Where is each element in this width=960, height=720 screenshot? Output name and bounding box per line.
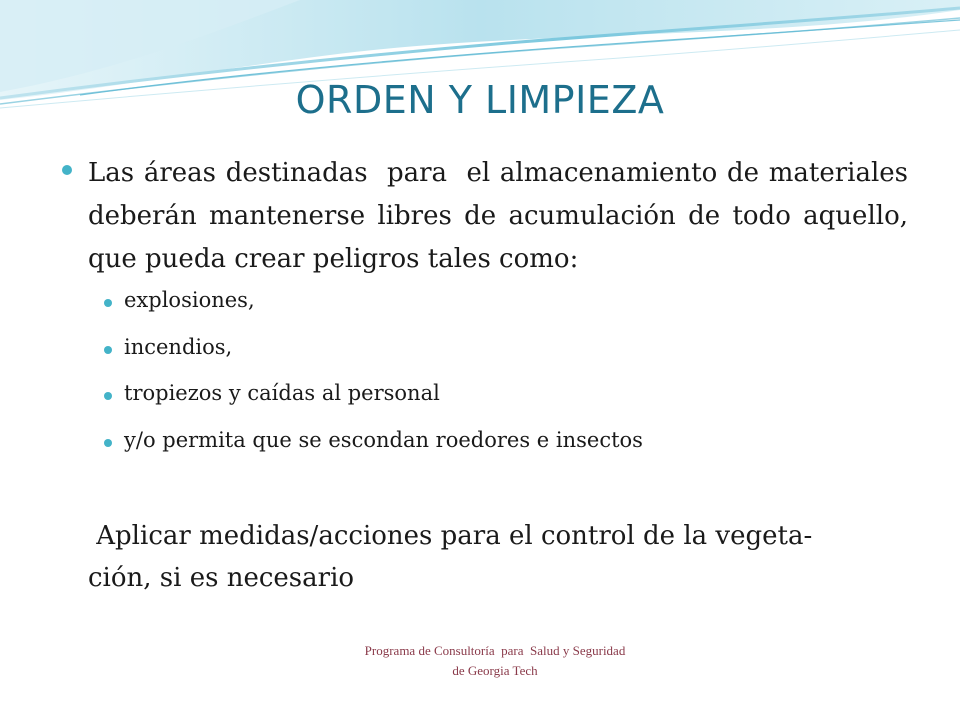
sub-bullet-item: tropiezos y caídas al personal xyxy=(124,381,440,405)
slide-title: ORDEN Y LIMPIEZA xyxy=(295,78,665,122)
closing-text: Aplicar medidas/acciones para el control de la vegeta- ción, si es necesario xyxy=(88,521,813,593)
sub-bullet-item: y/o permita que se escondan roedores e insectos xyxy=(124,428,643,452)
sub-bullet-dot-icon xyxy=(104,299,112,307)
sub-bullet-item: incendios, xyxy=(124,335,233,359)
bullet-dot-icon xyxy=(62,165,72,175)
sub-bullet-dot-icon xyxy=(104,439,112,447)
sub-bullet-item: explosiones, xyxy=(124,288,255,312)
main-bullet-text: Las áreas destinadas para el almacenamiento de materiales deberán mantenerse libres de acumulación de todo aquello, que pueda crear peligros tales como: xyxy=(88,158,917,274)
sub-bullet-dot-icon xyxy=(104,392,112,400)
sub-bullet-dot-icon xyxy=(104,346,112,354)
footer-text: Programa de Consultoría para Salud y Seguridad de Georgia Tech xyxy=(364,643,626,678)
